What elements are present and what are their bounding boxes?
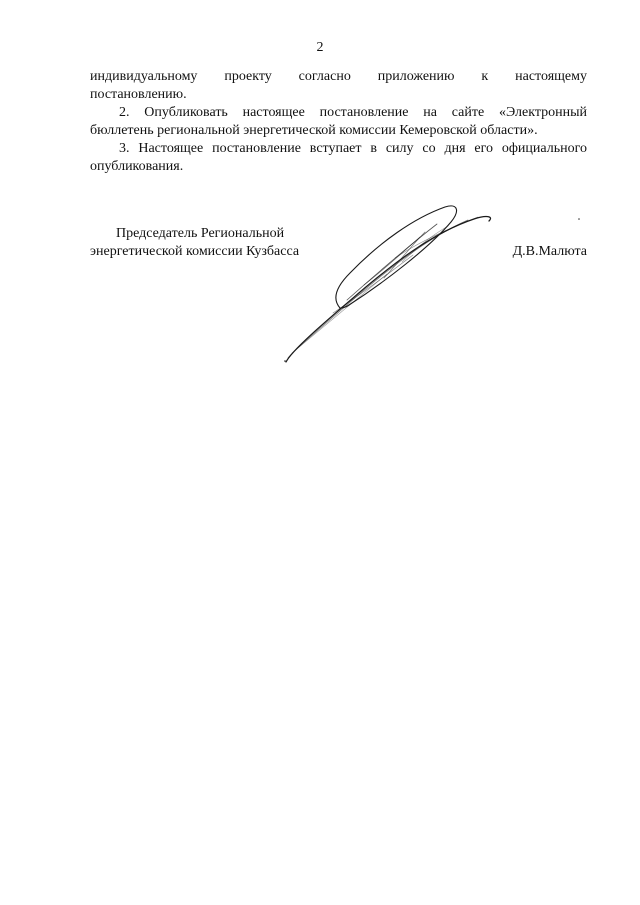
document-body <box>90 68 587 176</box>
signatory-title <box>90 225 360 261</box>
paragraph-3-line-2: опубликования. <box>90 159 184 174</box>
paragraph-1-line-2: постановлению. <box>90 87 187 102</box>
paragraph-2-line-1: 2. Опубликовать настоящее постановление на сайте «Электронный <box>119 105 587 120</box>
paragraph-2-line-2: бюллетень региональной энергетической комиссии Кемеровской области». <box>90 123 538 138</box>
paragraph-3-line-1: 3. Настоящее постановление вступает в силу со дня его официального <box>119 141 587 156</box>
signatory-title-line-2: энергетической комиссии Кузбасса <box>90 244 300 259</box>
signature-block <box>90 225 587 375</box>
signer-name: Д.В.Малюта <box>512 244 587 259</box>
paragraph-1-line-1: индивидуальному проекту согласно приложению к настоящему <box>90 69 587 84</box>
signatory-title-line-1: Председатель Региональной <box>116 226 285 241</box>
page-number: 2 <box>316 40 324 55</box>
